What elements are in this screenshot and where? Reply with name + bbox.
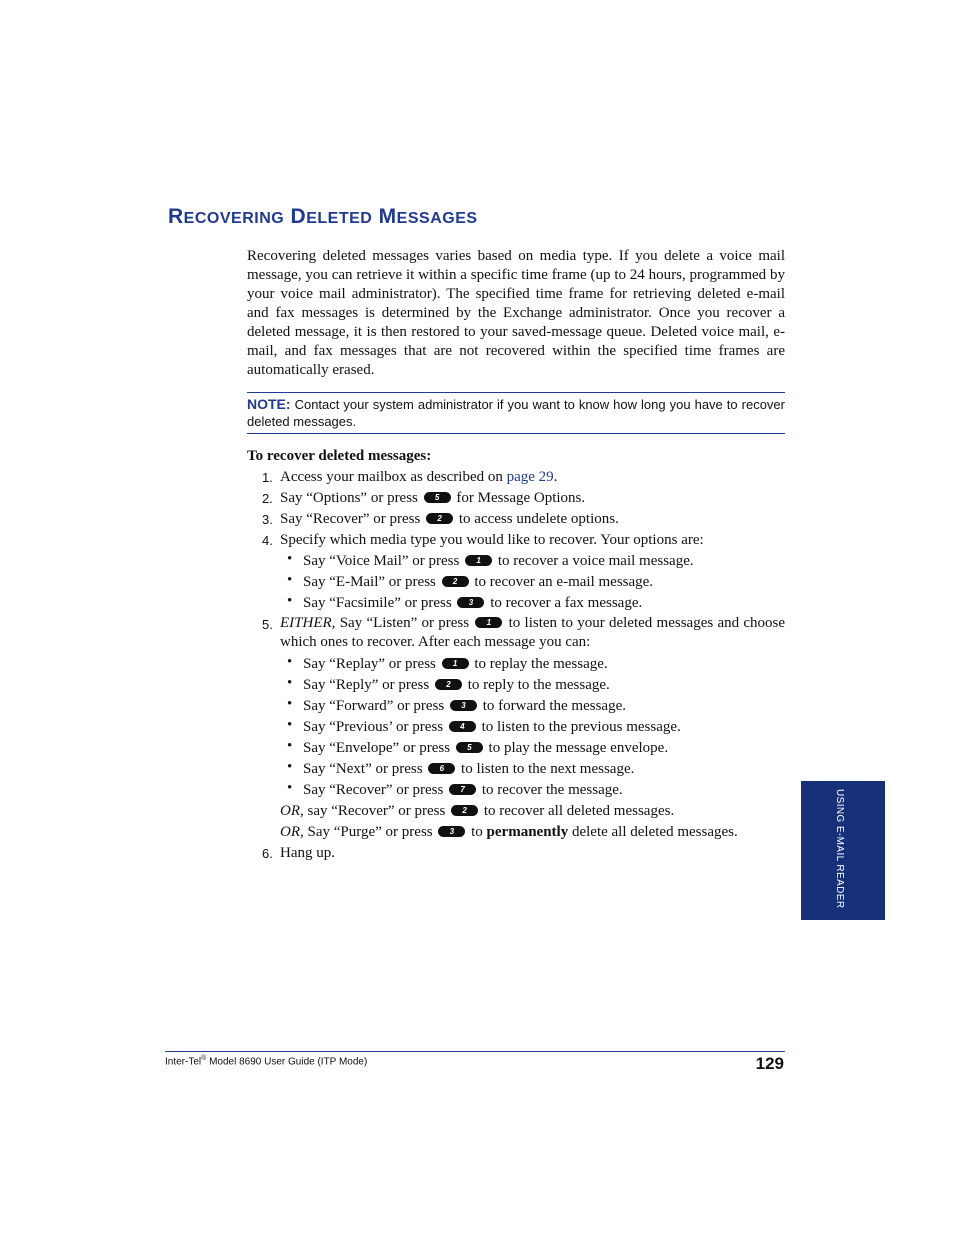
list-item: Say “E-Mail” or press 2 to recover an e-mail message.: [303, 574, 654, 590]
list-item: Say “Next” or press 6 to listen to the next message.: [303, 761, 635, 777]
keypad-2-icon: 2: [442, 576, 469, 587]
page-number: 129: [755, 1054, 784, 1073]
bullet-icon: •: [287, 780, 293, 796]
list-item: Say “Facsimile” or press 3 to recover a fax message.: [303, 595, 643, 611]
keypad-4-icon: 4: [449, 721, 476, 732]
page-link[interactable]: page 29: [506, 469, 554, 485]
keypad-3-icon: 3: [450, 700, 477, 711]
footer-title: Inter-Tel® Model 8690 User Guide (ITP Mode): [165, 1055, 368, 1068]
keypad-2-icon: 2: [451, 805, 478, 816]
section-title: RECOVERING DELETED MESSAGES: [168, 205, 478, 228]
step-3: Say “Recover” or press 2 to access undelete options.: [280, 511, 619, 527]
procedure-title: To recover deleted messages:: [247, 448, 432, 464]
keypad-1-icon: 1: [442, 658, 469, 669]
or-purge: OR, Say “Purge” or press 3 to permanently delete all deleted messages.: [280, 824, 738, 840]
step-4: Specify which media type you would like to recover. Your options are:: [280, 532, 704, 548]
list-item: Say “Reply” or press 2 to reply to the message.: [303, 677, 610, 693]
step-number: 5.: [262, 617, 273, 632]
list-item: Say “Voice Mail” or press 1 to recover a voice mail message.: [303, 553, 694, 569]
note-text: Contact your system administrator if you want to know how long you have to recover deleted messages.: [247, 397, 785, 429]
bullet-icon: •: [287, 593, 293, 609]
note-box: [247, 392, 785, 434]
step-number: 6.: [262, 846, 273, 861]
keypad-3-icon: 3: [457, 597, 484, 608]
step-2: Say “Options” or press 5 for Message Options.: [280, 490, 586, 506]
bullet-icon: •: [287, 675, 293, 691]
keypad-2-icon: 2: [426, 513, 453, 524]
chapter-side-tab: [801, 781, 885, 920]
step-1: Access your mailbox as described on page 29.: [280, 469, 558, 485]
list-item: Say “Recover” or press 7 to recover the message.: [303, 782, 623, 798]
keypad-7-icon: 7: [449, 784, 476, 795]
or-recover-all: OR, say “Recover” or press 2 to recover all deleted messages.: [280, 803, 675, 819]
step-number: 4.: [262, 533, 273, 548]
step-number: 1.: [262, 470, 273, 485]
side-tab-label: USING E-MAIL READER: [834, 789, 845, 909]
list-item: Say “Forward” or press 3 to forward the message.: [303, 698, 627, 714]
bullet-icon: •: [287, 696, 293, 712]
keypad-5-icon: 5: [456, 742, 483, 753]
step-5: EITHER, Say “Listen” or press 1 to listen to your deleted messages and choose which ones to recover. After each message you can:: [280, 615, 786, 650]
list-item: Say “Previous’ or press 4 to listen to the previous message.: [303, 719, 681, 735]
bullet-icon: •: [287, 551, 293, 567]
step-6: Hang up.: [280, 845, 335, 861]
list-item: Say “Envelope” or press 5 to play the message envelope.: [303, 740, 669, 756]
keypad-5-icon: 5: [424, 492, 451, 503]
bullet-icon: •: [287, 654, 293, 670]
keypad-2-icon: 2: [435, 679, 462, 690]
list-item: Say “Replay” or press 1 to replay the message.: [303, 656, 608, 672]
keypad-3-icon: 3: [438, 826, 465, 837]
bullet-icon: •: [287, 572, 293, 588]
intro-paragraph: Recovering deleted messages varies based on media type. If you delete a voice mail message, you can retrieve it within a specific time frame (up to 24 hours, programmed by your voice mail administrator). The specified time frame for retrieving deleted e-mail and fax messages is determined by the Exchange administrator. Once you recover a deleted message, it is then restored to your saved-message queue. Deleted voice mail, e-mail, and fax messages that are not recovered within the specified time frames are automatically erased.: [247, 248, 785, 378]
keypad-6-icon: 6: [428, 763, 455, 774]
step-number: 2.: [262, 491, 273, 506]
keypad-1-icon: 1: [465, 555, 492, 566]
note-label: NOTE:: [247, 396, 291, 412]
keypad-1-icon: 1: [475, 617, 502, 628]
bullet-icon: •: [287, 717, 293, 733]
footer-divider: [165, 1051, 785, 1052]
bullet-icon: •: [287, 759, 293, 775]
bullet-icon: •: [287, 738, 293, 754]
step-number: 3.: [262, 512, 273, 527]
